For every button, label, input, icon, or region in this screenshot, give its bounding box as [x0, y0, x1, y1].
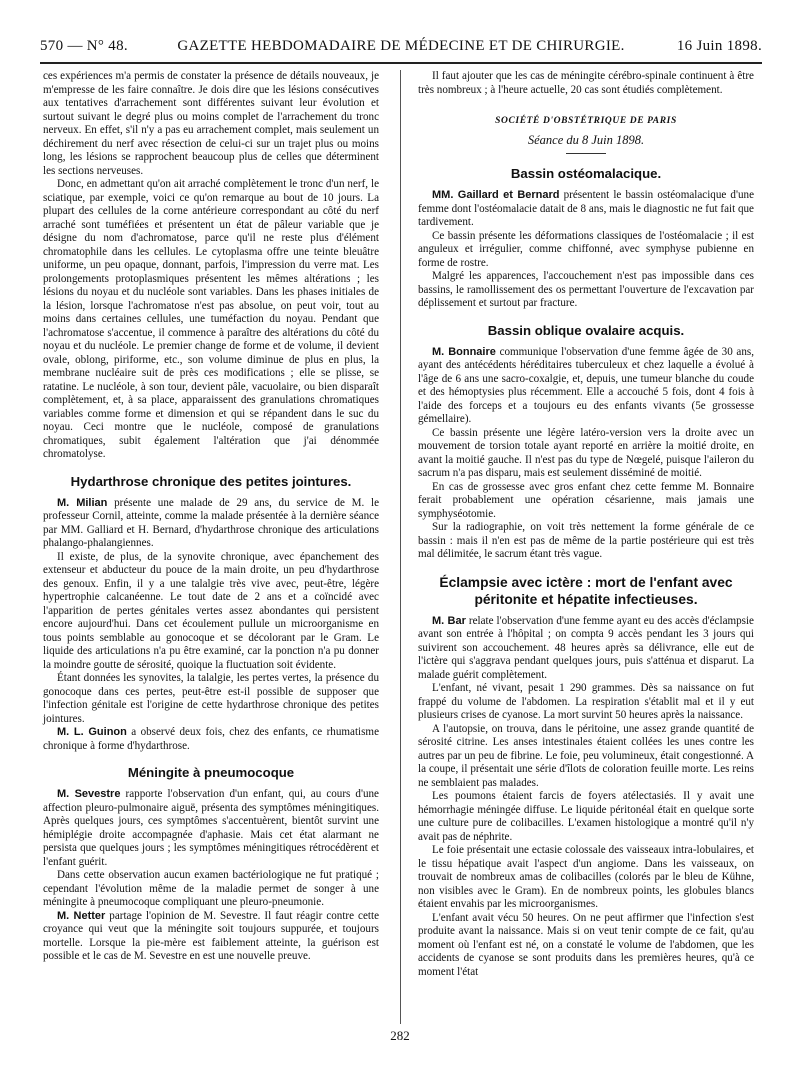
paragraph-text: présentent le bassin ostéomalacique d'une femme dont l'ostéomalacie datait de 8 ans, mais le diagnostic ne fut fait que tardivement. — [418, 189, 754, 228]
running-header — [40, 38, 762, 58]
paragraph-text: a observé deux fois, chez des enfants, ce rhumatisme chronique à forme d'hydarthrose. — [43, 726, 379, 752]
section-heading: Hydarthrose chronique des petites jointures. — [70, 473, 352, 489]
paragraph: Donc, en admettant qu'on ait arraché complètement le tronc d'un nerf, le sciatique, par exemple, voici ce qu'on remarque au bout de 10 jours. La plupart des cellules de la corne antérieure correspondant au côté du nerf arraché sont tuméfiées et présentent un état de pâleur variable que je désigne du nom d'achromatose, parce qu'il ne reste plus d'élément chromatophile dans les cellules. Le cytoplasma offre une teinte bleuâtre uniforme, un peu opaque, donnant, parfois, l'impression du verre mat. Les prolongements protoplasmiques présentent les mêmes altérations ; les lésions du noyau et du nucléole sont variables. Dans les phases initiales de la lésion, lorsque l'achromatose n'est pas absolue, on peut voir, tout au moins dans certaines cellules, une tuméfaction du noyau. Pendant que l'achromatose s'accentue, il commence à paraître des altérations du côté du noyau et du nucléole. Le premier change de forme et de volume, il devient ovale, oblong, piriforme, etc., son volume diminue de plus en plus, la membrane nucléaire suit de près ces modifications ; elle se plisse, se ratatine. Le nucléole, à son tour, devient pâle, vacuolaire, ou bien disparaît complètement, et, à sa place, apparaissent des granulations chromatiques variables comme forme et dimension et qui se répandent dans le suc du noyau. Ceci montre que le nucléole, composé de granulations chromatiques, subit également l'altération que j'ai dénommée chromatolyse. — [43, 178, 379, 460]
right-column — [418, 70, 754, 979]
journal-title: GAZETTE HEBDOMADAIRE DE MÉDECINE ET DE CHIRURGIE. — [177, 38, 625, 54]
paragraph — [43, 910, 379, 964]
speaker-name: M. Bonnaire — [432, 345, 496, 358]
paragraph: Étant données les synovites, la talalgie, les pertes vertes, la présence du gonocoque dans ces pertes, peut-être est-il possible de supposer que l'infection génitale est l'origine de cette hydarthrose chronique des petites jointures. — [43, 672, 379, 725]
speaker-name: M. L. Guinon — [57, 726, 127, 738]
column-divider — [400, 70, 401, 1024]
paragraph-text: présente une malade de 29 ans, du service de M. le professeur Cornil, atteinte, comme la malade présentée à la dernière séance par MM. Galliard et H. Bernard, d'hydarthrose chronique des articulations phalango-phalangiennes. — [43, 496, 379, 549]
paragraph — [43, 497, 379, 551]
header-rule — [40, 62, 762, 64]
left-column — [43, 70, 379, 964]
paragraph — [43, 726, 379, 753]
paragraph: Malgré les apparences, l'accouchement n'est pas impossible dans ces bassins, le ramollissement des os permettant l'ouverture de l'excavation par déplissement et surtout par fracture. — [418, 270, 754, 309]
paragraph-text: rapporte l'observation d'un enfant, qui, au cours d'une affection pleuro-pulmonaire aiguë, présenta des symptômes méningitiques. Après quelques jours, ces symptômes s'accentuèrent, bientôt survint une hémiplégie droite accompagnée d'aphasie. Mais cet état alarmant ne persista que quelques jours ; les symptômes méningitiques rétrocédèrent et l'enfant guérit. — [43, 788, 379, 868]
speaker-name: M. Milian — [57, 496, 108, 509]
short-rule — [566, 153, 606, 154]
paragraph: Dans cette observation aucun examen bactériologique ne fut pratiqué ; cependant l'évolution même de la maladie permet de songer à une méningite à pneumocoque compliquant une pleuro-pneumonie. — [43, 869, 379, 908]
paragraph: Le foie présentait une ectasie colossale des vaisseaux intra-lobulaires, et le tissu hépatique avait l'aspect d'un angiome. Dans les vaisseaux, on trouvait de nombreux amas de colibacilles (colorés par le bleu de Kühne, non visibles avec le Gram). En de nombreux points, les globules blancs étaient envahis par les microorganismes. — [418, 844, 754, 910]
paragraph: En cas de grossesse avec gros enfant chez cette femme M. Bonnaire ferait probablement une opération césarienne, mais jamais une symphyséotomie. — [418, 480, 754, 520]
paragraph — [418, 189, 754, 230]
section-heading: Bassin oblique ovalaire acquis. — [487, 322, 685, 338]
page-folio: 282 — [390, 1028, 410, 1043]
paragraph — [418, 346, 754, 427]
speaker-name: M. Sevestre — [57, 788, 121, 800]
paragraph — [418, 615, 754, 683]
paragraph: L'enfant, né vivant, pesait 1 290 grammes. Dès sa naissance on fut frappé du volume de l'abdomen. La respiration s'établit mal et il y eut plusieurs crises de cyanose. La mort survint 50 heures après la naissance. — [418, 682, 754, 721]
issue-date: 16 Juin 1898. — [676, 38, 762, 54]
paragraph-text: relate l'observation d'une femme ayant eu des accès d'éclampsie avant son entrée à l'hôpital ; on compta 9 accès pendant les 3 jours qui suivirent son accouchement. 48 heures après sa délivrance, elle eut de l'ictère qui s'aggrava pendant quelques jours, puis s'atténua et disparut. La malade guérit complètement. — [418, 614, 754, 681]
paragraph: Les poumons étaient farcis de foyers atélectasiés. Il y avait une hémorrhagie méningée diffuse. Le liquide péritonéal était en quelque sorte une culture pure de colibacilles. L'examen histologique a montré qu'il n'y avait pas de néphrite. — [418, 790, 754, 843]
paragraph: Ce bassin présente les déformations classiques de l'ostéomalacie ; il est anguleux et irrégulier, comme chiffonné, avec symphyse pubienne en forme de rostre. — [418, 229, 754, 269]
speaker-name: M. Bar — [432, 614, 466, 627]
paragraph: Il faut ajouter que les cas de méningite cérébro-spinale continuent à être très nombreux ; à l'heure actuelle, 20 cas sont étudiés complètement. — [418, 70, 754, 96]
paragraph: L'enfant avait vécu 50 heures. On ne peut affirmer que l'infection s'est produite avant la naissance. Mais si on veut tenir compte de ce fait, qu'au moment où l'enfant est né, on a constaté le volume de l'abdomen, que les accidents de cyanose se sont produits dans les premières heures, qu'à ce moment l'état — [418, 911, 754, 978]
paragraph: Il existe, de plus, de la synovite chronique, avec épanchement des extenseur et abducteur du pouce de la main droite, un peu d'hydarthrose des genoux. Enfin, il y a une talalgie très vive avec, peut-être, légère hypertrophie calcanéenne. Le tout date de 2 ans et a coïncidé avec l'apparition de pertes génitales vertes assez abondantes qui persistent encore aujourd'hui. Dans cet écoulement pullule un microorganisme en tous points semblable au gonocoque et se décolorant par le Gram. Le liquide des articulations n'a pu être examiné, car la ponction n'a pu donner la moindre goutte de sérosité, quoique la fluctuation soit évidente. — [43, 550, 379, 671]
section-heading: Éclampsie avec ictère : mort de l'enfant avec péritonite et hépatite infectieuses. — [439, 574, 733, 607]
paragraph — [43, 788, 379, 869]
paragraph: Ce bassin présente une légère latéro-version vers la droite avec un mouvement de torsion totale ayant reporté en arrière la moitié droite, en avant la moitié gauche. Il n'est pas du type de Nœgelé, puisque l'aileron du sacrum n'a pas disparu, mais est seulement disséminé de moitié. — [418, 426, 754, 479]
speaker-name: MM. Gaillard et Bernard — [432, 189, 560, 201]
society-heading: SOCIÉTÉ D'OBSTÉTRIQUE DE PARIS — [495, 116, 677, 126]
paragraph: A l'autopsie, on trouva, dans le péritoine, une assez grande quantité de sérosité citrine. Les anses intestinales étaient collées les unes contre les autres par un peu de fibrine. Le foie, peu volumineux, était congestionné. A la coupe, il présentait une série d'îlots de coloration feuille morte. Les reins ne semblaient pas malades. — [418, 722, 754, 789]
paragraph: ces expériences m'a permis de constater la présence de détails nouveaux, je m'empresse de les faire connaître. Je dois dire que les lésions consécutives aux tentatives d'arrachement sont différentes suivant leur évolution et surtout suivant le degré plus ou moins complet de l'arrachement du tronc nerveux. En effet, s'il n'y a pas eu arrachement complet, mais seulement un déchirement du nerf avec résection de celui-ci sur un trajet plus ou moins long, les lésions se rapprochent beaucoup plus de celles que déterminent les sections nerveuses. — [43, 70, 379, 177]
paragraph-text: communique l'observation d'une femme âgée de 30 ans, ayant des antécédents héréditaires tuberculeux et chez laquelle a évolué à l'âge de 6 ans une sacro-coxalgie, et, depuis, une tumeur blanche du coude et des hémoptysies plus récemment. Elle a accouché 5 fois, dont 4 fois à l'aide des forceps et a toujours eu des enfants vivants (5e grossesse gémellaire). — [418, 345, 754, 425]
paragraph: Sur la radiographie, on voit très nettement la forme générale de ce bassin : mais il n'en est pas de même de la partie postérieure qui est très mal délimitée, le sacrum étant très vague. — [418, 521, 754, 560]
section-heading: Méningite à pneumocoque — [127, 765, 295, 780]
page-number-issue: 570 — N° 48. — [40, 38, 128, 54]
section-heading: Bassin ostéomalacique. — [510, 166, 662, 181]
speaker-name: M. Netter — [57, 909, 106, 922]
session-date: Séance du 8 Juin 1898. — [527, 132, 645, 147]
paragraph-text: partage l'opinion de M. Sevestre. Il faut réagir contre cette croyance qui veut que la méningite soit toujours suppurée, et toujours mortelle. Lorsque la pie-mère est faiblement atteinte, la guérison est possible et le cas de M. Sevestre en est une nouvelle preuve. — [43, 909, 379, 962]
